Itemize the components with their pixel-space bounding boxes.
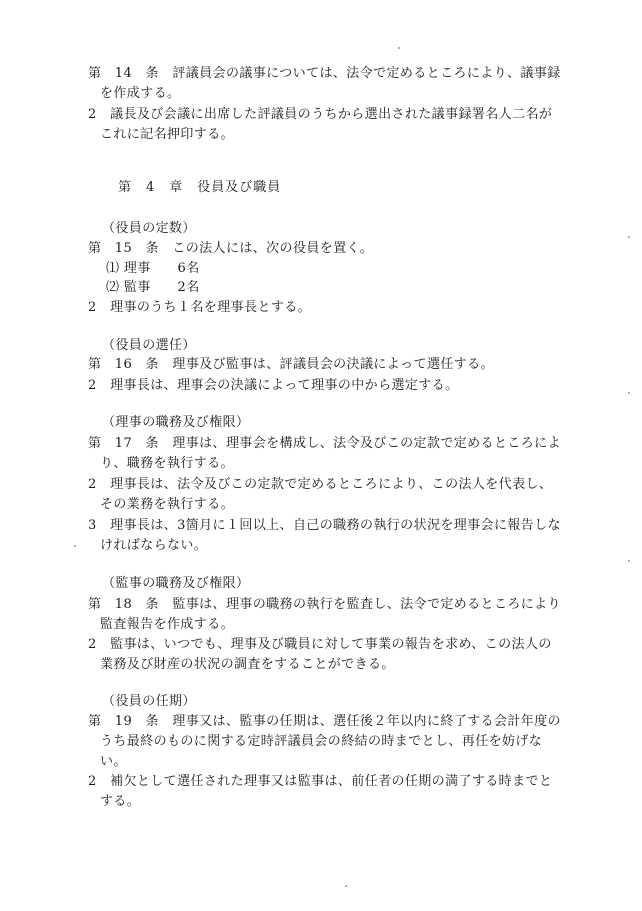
article-14-line-2: を作成する。 <box>100 86 181 101</box>
article-17-para-3-line-1: 3 理事長は、3箇月に１回以上、自己の職務の執行の状況を理事会に報告しな <box>88 518 561 533</box>
article-17-caption: （理事の職務及び権限） <box>102 415 250 430</box>
article-18-para-2-line-2: 業務及び財産の状況の調査をすることができる。 <box>100 657 395 672</box>
scan-speck <box>628 392 630 394</box>
article-19-line-1: 第 19 条 理事又は、監事の任期は、選任後２年以内に終了する会計年度の <box>88 714 561 729</box>
article-18-line-1: 第 18 条 監事は、理事の職務の執行を監査し、法令で定めるところにより <box>88 597 561 612</box>
article-19-para-2-line-2: する。 <box>100 794 141 809</box>
article-19-line-3: い。 <box>100 754 127 769</box>
article-15-para-2: 2 理事のうち１名を理事長とする。 <box>88 300 312 315</box>
article-19-caption: （役員の任期） <box>102 694 196 709</box>
article-18-line-2: 監査報告を作成する。 <box>100 617 235 632</box>
article-16-line-1: 第 16 条 理事及び監事は、評議員会の決議によって選任する。 <box>88 357 494 372</box>
scan-speck <box>74 545 76 547</box>
article-16-para-2: 2 理事長は、理事会の決議によって理事の中から選定する。 <box>88 378 459 393</box>
article-18-caption: （監事の職務及び権限） <box>102 576 250 591</box>
article-14-para-2-line-2: これに記名押印する。 <box>100 127 235 142</box>
article-17-line-2: り、職務を執行する。 <box>100 456 235 471</box>
chapter-4-heading: 第 4 章 役員及び職員 <box>118 180 282 195</box>
article-18-para-2-line-1: 2 監事は、いつでも、理事及び職員に対して事業の報告を求め、この法人の <box>88 637 552 652</box>
article-17-line-1: 第 17 条 理事は、理事会を構成し、法令及びこの定款で定めるところによ <box>88 436 561 451</box>
scan-speck <box>345 885 347 887</box>
article-14-line-1: 第 14 条 評議員会の議事については、法令で定めるところにより、議事録 <box>88 66 561 81</box>
article-15-item-2: ⑵ 監事 2名 <box>106 280 200 295</box>
scan-speck <box>398 47 400 49</box>
article-15-caption: （役員の定数） <box>102 221 196 236</box>
article-15-item-1: ⑴ 理事 6名 <box>106 261 200 276</box>
article-19-line-2: うち最終のものに関する定時評議員会の終結の時までとし、再任を妨げな <box>100 734 543 749</box>
scan-speck <box>628 236 630 238</box>
article-19-para-2-line-1: 2 補欠として選任された理事又は監事は、前任者の任期の満了する時までと <box>88 774 553 789</box>
article-17-para-2-line-2: その業務を執行する。 <box>100 497 235 512</box>
article-16-caption: （役員の選任） <box>102 338 196 353</box>
article-14-para-2-line-1: 2 議長及び会議に出席した評議員のうちから選出された議事録署名人二名が <box>88 107 553 122</box>
article-15-line-1: 第 15 条 この法人には、次の役員を置く。 <box>88 241 374 256</box>
article-17-para-3-line-2: ければならない。 <box>100 538 208 553</box>
article-17-para-2-line-1: 2 理事長は、法令及びこの定款で定めるところにより、この法人を代表し、 <box>88 477 553 492</box>
scan-speck <box>628 560 630 562</box>
